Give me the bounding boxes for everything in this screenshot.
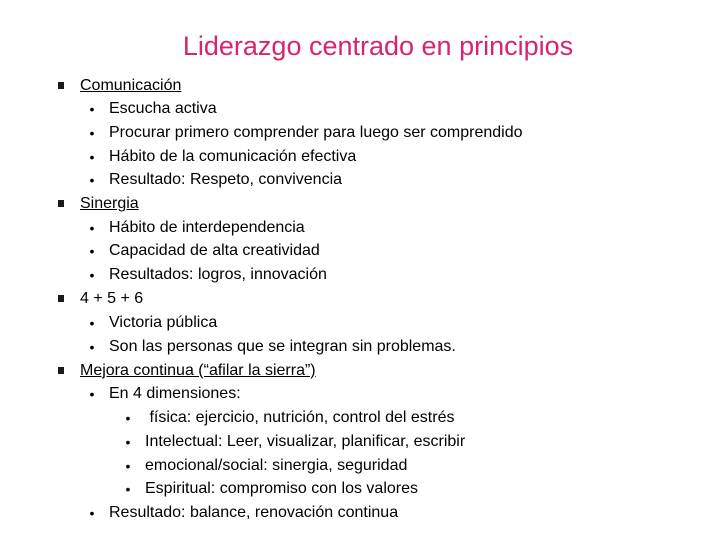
- bullet-text: física: ejercicio, nutrición, control del estrés: [145, 409, 455, 426]
- dot-bullet-icon: •: [89, 101, 95, 117]
- dot-bullet-icon: •: [125, 410, 131, 426]
- dot-bullet-icon: •: [89, 339, 95, 355]
- square-bullet-icon: [58, 367, 64, 374]
- dot-bullet-icon: •: [89, 243, 95, 259]
- section-heading: Sinergia: [80, 195, 139, 212]
- bullet-text: Espiritual: compromiso con los valores: [145, 480, 418, 497]
- bullet-text: Resultado: balance, renovación continua: [109, 504, 399, 521]
- dot-bullet-icon: •: [125, 481, 131, 497]
- bullet-text: Escucha activa: [109, 100, 217, 117]
- bullet-text: Victoria pública: [109, 314, 218, 331]
- bullet-text: Hábito de la comunicación efectiva: [109, 148, 357, 165]
- bullet-text: Intelectual: Leer, visualizar, planificar, escribir: [145, 433, 466, 450]
- dot-bullet-icon: •: [89, 505, 95, 521]
- dot-bullet-icon: •: [89, 267, 95, 283]
- bullet-text: Resultados: logros, innovación: [109, 266, 327, 283]
- dot-bullet-icon: •: [89, 315, 95, 331]
- bullet-text: Resultado: Respeto, convivencia: [109, 171, 343, 188]
- square-bullet-icon: [58, 295, 64, 302]
- dot-bullet-icon: •: [125, 434, 131, 450]
- square-bullet-icon: [58, 200, 64, 207]
- dot-bullet-icon: •: [89, 149, 95, 165]
- square-bullet-icon: [58, 82, 64, 89]
- bullet-text: En 4 dimensiones:: [109, 385, 241, 402]
- bullet-text: Son las personas que se integran sin problemas.: [109, 338, 456, 355]
- section-heading: 4 + 5 + 6: [80, 290, 144, 307]
- dot-bullet-icon: •: [89, 172, 95, 188]
- section-heading: Mejora continua (“afilar la sierra”): [80, 362, 316, 379]
- bullet-text: Capacidad de alta creatividad: [109, 242, 320, 259]
- dot-bullet-icon: •: [89, 220, 95, 236]
- bullet-text: emocional/social: sinergia, seguridad: [145, 457, 408, 474]
- dot-bullet-icon: •: [89, 386, 95, 402]
- dot-bullet-icon: •: [89, 125, 95, 141]
- slide-title: Liderazgo centrado en principios: [182, 31, 574, 61]
- bullet-text: Procurar primero comprender para luego ser comprendido: [109, 124, 523, 141]
- section-heading: Comunicación: [80, 77, 182, 94]
- bullet-text: Hábito de interdependencia: [109, 219, 305, 236]
- dot-bullet-icon: •: [125, 458, 131, 474]
